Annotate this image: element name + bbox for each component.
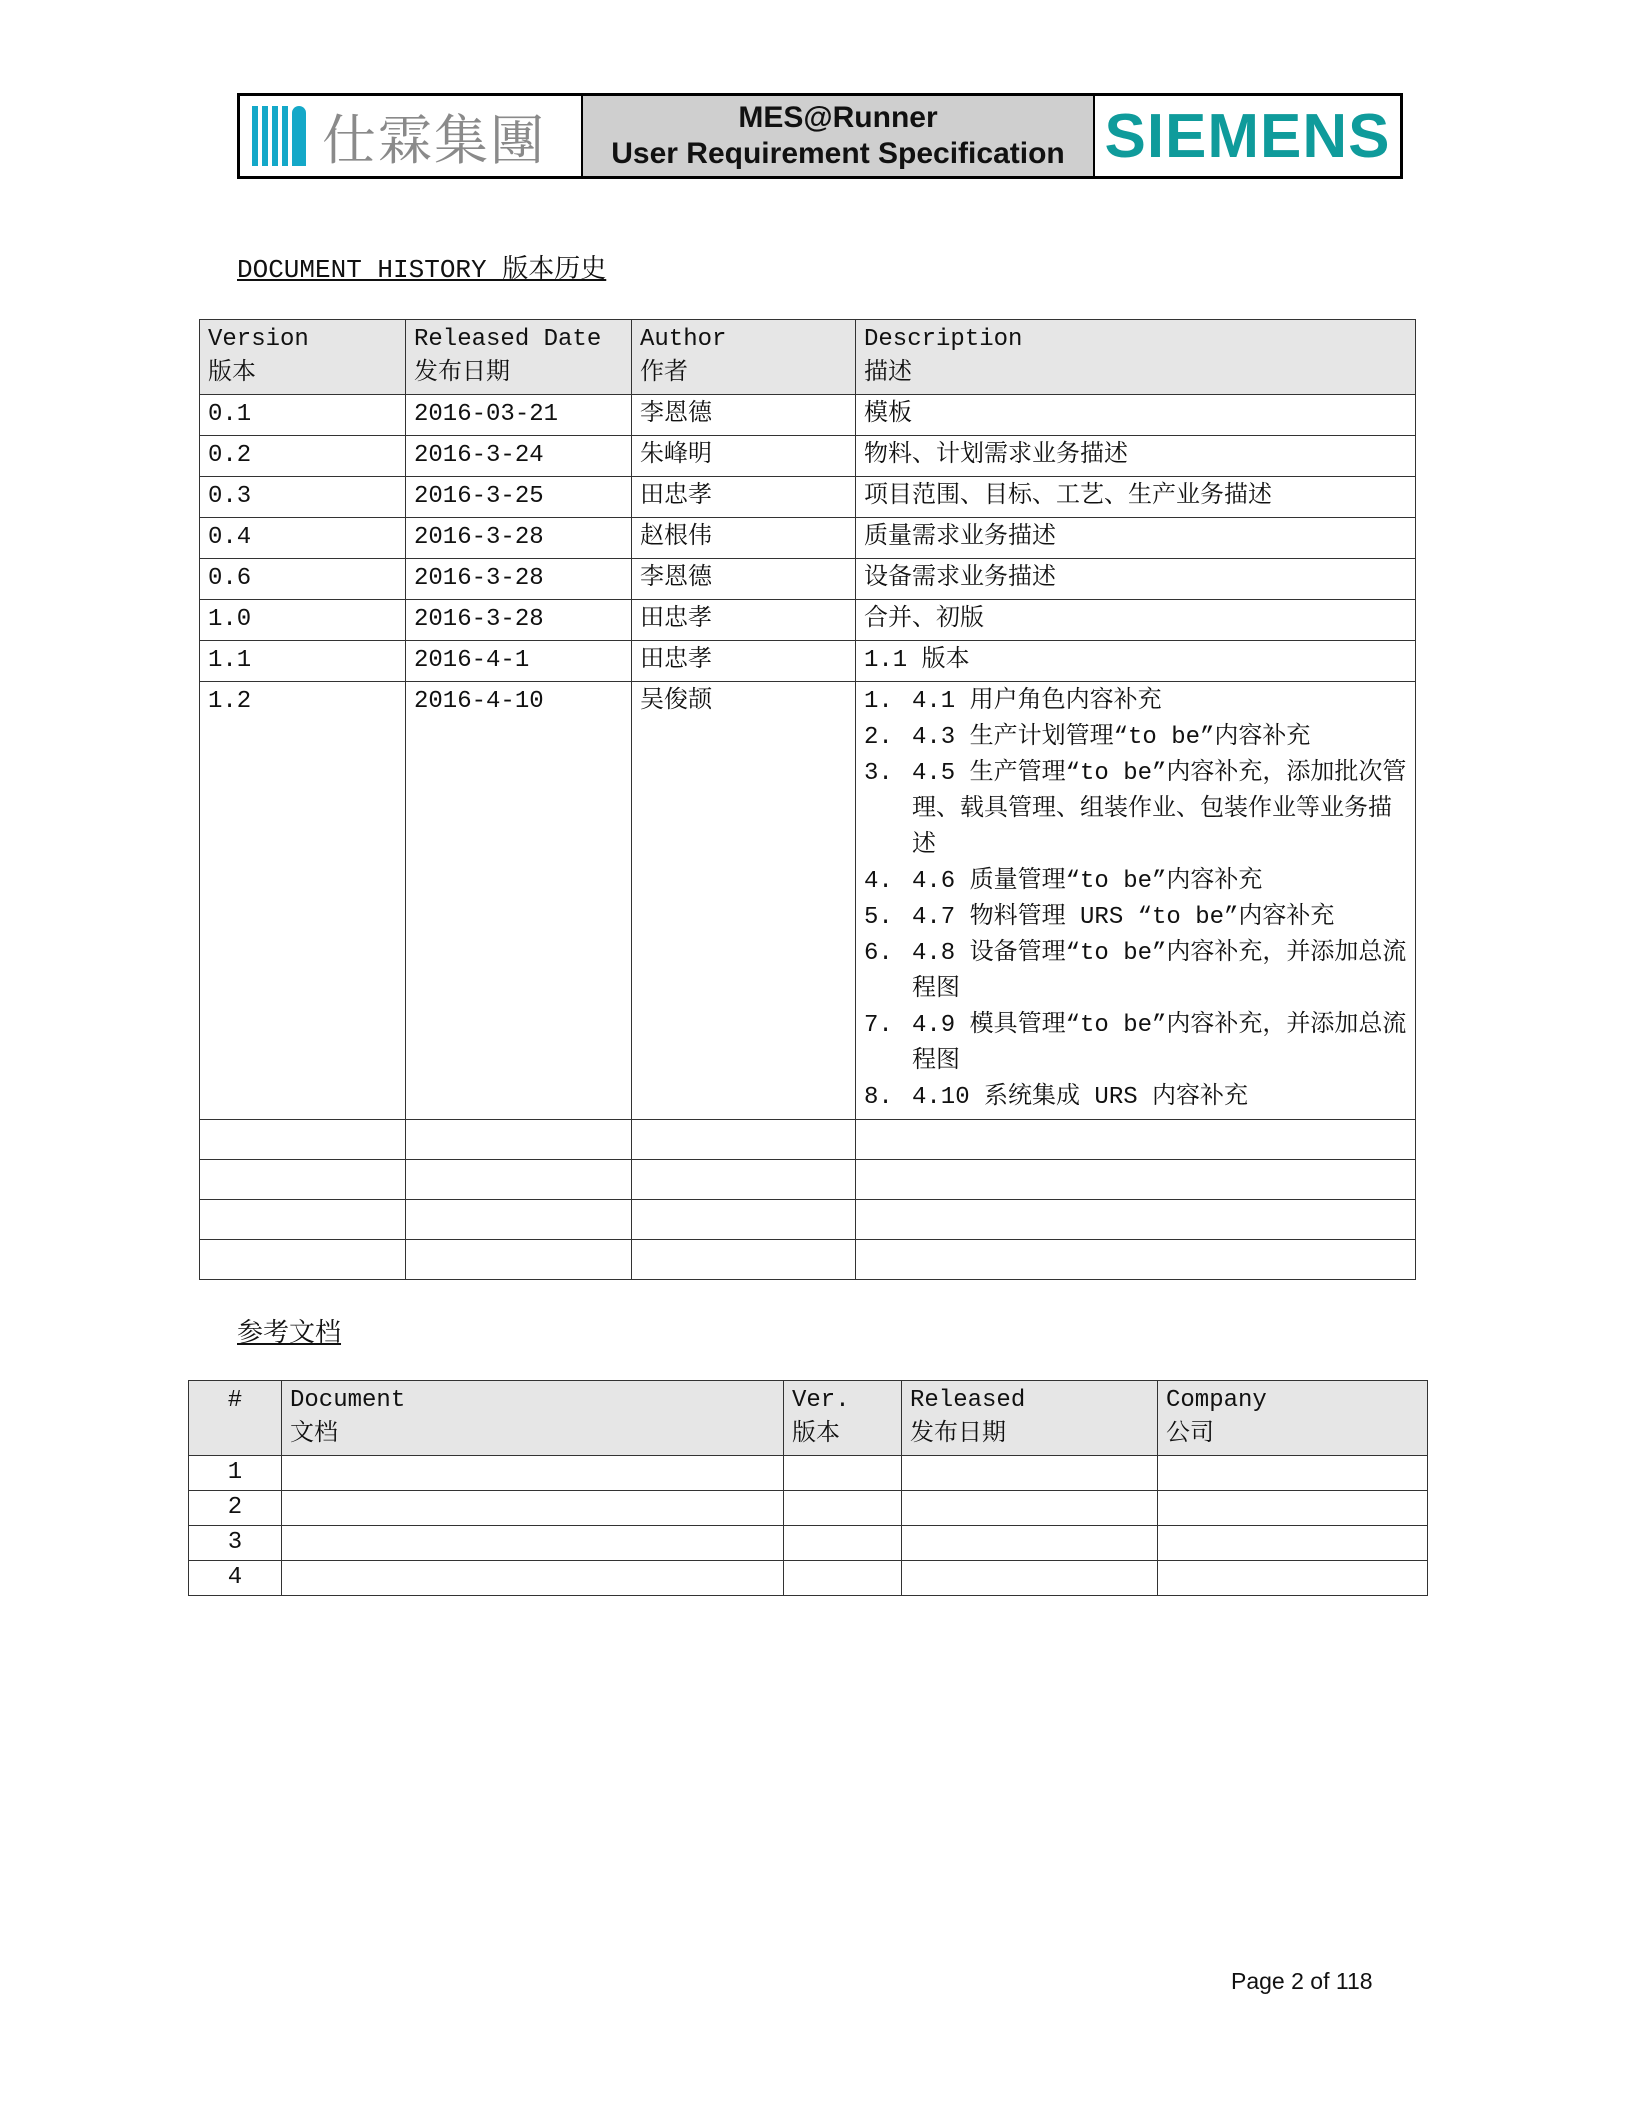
column-label-cn: 发布日期 [910, 1421, 1006, 1448]
empty-cell [632, 1120, 856, 1160]
cell-date: 2016-3-28 [406, 559, 632, 600]
empty-cell [200, 1240, 406, 1280]
cell-desc [856, 682, 1416, 1120]
cell-author: 朱峰明 [632, 436, 856, 477]
history-column-header [856, 320, 1416, 395]
empty-cell [856, 1120, 1416, 1160]
cell-date: 2016-4-10 [406, 682, 632, 1120]
column-label-cn: 版本 [792, 1421, 840, 1448]
item-number: 4. [864, 868, 893, 895]
cell-author: 李恩德 [632, 559, 856, 600]
list-item [864, 900, 1407, 936]
column-label-en: Released Date [414, 326, 602, 353]
empty-cell [282, 1456, 784, 1491]
table-row [189, 1456, 1428, 1491]
cell-version: 1.2 [200, 682, 406, 1120]
cell-desc: 设备需求业务描述 [856, 559, 1416, 600]
table-row [200, 641, 1416, 682]
references-heading: 参考文档 [237, 1319, 342, 1349]
empty-cell [282, 1491, 784, 1526]
item-number: 2. [864, 724, 893, 751]
table-row [200, 395, 1416, 436]
item-text: 4.10 系统集成 URS 内容补充 [912, 1084, 1249, 1111]
cell-desc: 物料、计划需求业务描述 [856, 436, 1416, 477]
table-row [200, 518, 1416, 559]
column-label-en: # [227, 1387, 243, 1414]
empty-cell [784, 1491, 902, 1526]
empty-cell [282, 1526, 784, 1561]
description-list [864, 684, 1407, 1116]
history-column-header [632, 320, 856, 395]
history-column-header [200, 320, 406, 395]
history-column-header [406, 320, 632, 395]
cell-date: 2016-4-1 [406, 641, 632, 682]
cell-version: 0.1 [200, 395, 406, 436]
empty-cell [406, 1160, 632, 1200]
cell-author: 赵根伟 [632, 518, 856, 559]
column-label-en: Company [1166, 1387, 1267, 1414]
row-number: 4 [189, 1561, 282, 1596]
column-label-cn: 公司 [1166, 1421, 1214, 1448]
history-heading: DOCUMENT HISTORY 版本历史 [237, 255, 607, 285]
empty-cell [784, 1526, 902, 1561]
references-column-header [902, 1381, 1158, 1456]
cell-author: 田忠孝 [632, 641, 856, 682]
item-text: 4.6 质量管理“to be”内容补充 [912, 868, 1263, 895]
item-number: 6. [864, 940, 893, 967]
history-header-row [200, 320, 1416, 395]
document-title [583, 96, 1095, 176]
item-number: 8. [864, 1084, 893, 1111]
empty-cell [902, 1491, 1158, 1526]
column-label-en: Version [208, 326, 309, 353]
cell-version: 0.4 [200, 518, 406, 559]
empty-row [200, 1200, 1416, 1240]
table-row [189, 1561, 1428, 1596]
references-column-header [282, 1381, 784, 1456]
empty-cell [282, 1561, 784, 1596]
list-item [864, 1080, 1407, 1116]
title-line-1: MES@Runner [738, 101, 938, 134]
column-label-cn: 描述 [864, 360, 912, 387]
table-row [200, 559, 1416, 600]
cell-desc: 项目范围、目标、工艺、生产业务描述 [856, 477, 1416, 518]
empty-cell [632, 1160, 856, 1200]
item-text: 4.8 设备管理“to be”内容补充，并添加总流程图 [912, 940, 1407, 1003]
cell-date: 2016-3-25 [406, 477, 632, 518]
empty-cell [784, 1456, 902, 1491]
item-text: 4.1 用户角色内容补充 [912, 688, 1162, 715]
title-line-2: User Requirement Specification [611, 137, 1065, 170]
cell-version: 0.3 [200, 477, 406, 518]
empty-cell [406, 1240, 632, 1280]
table-row [200, 600, 1416, 641]
column-label-cn: 版本 [208, 360, 256, 387]
item-number: 7. [864, 1012, 893, 1039]
logo-text: 仕霖集團 [322, 108, 546, 172]
list-item [864, 864, 1407, 900]
list-item [864, 720, 1407, 756]
table-row [189, 1491, 1428, 1526]
column-label-cn: 作者 [640, 360, 688, 387]
cell-author: 田忠孝 [632, 477, 856, 518]
cell-version: 0.6 [200, 559, 406, 600]
row-number: 3 [189, 1526, 282, 1561]
cell-date: 2016-3-28 [406, 518, 632, 559]
cell-desc: 合并、初版 [856, 600, 1416, 641]
table-row [189, 1526, 1428, 1561]
empty-cell [1158, 1526, 1428, 1561]
column-label-en: Document [290, 1387, 406, 1414]
cell-author: 吴俊颉 [632, 682, 856, 1120]
column-label-en: Description [864, 326, 1023, 353]
siemens-logo: SIEMENS [1104, 101, 1391, 171]
cell-date: 2016-03-21 [406, 395, 632, 436]
empty-row [200, 1160, 1416, 1200]
empty-cell [632, 1200, 856, 1240]
cell-date: 2016-3-28 [406, 600, 632, 641]
references-column-header [189, 1381, 282, 1456]
column-label-en: Released [910, 1387, 1026, 1414]
empty-cell [406, 1120, 632, 1160]
empty-cell [856, 1240, 1416, 1280]
cell-author: 李恩德 [632, 395, 856, 436]
item-number: 5. [864, 904, 893, 931]
document-header [237, 93, 1403, 179]
cell-date: 2016-3-24 [406, 436, 632, 477]
history-table [199, 319, 1416, 1280]
empty-cell [902, 1456, 1158, 1491]
item-number: 1. [864, 688, 893, 715]
column-label-en: Ver. [792, 1387, 850, 1414]
references-table [188, 1380, 1428, 1596]
table-row [200, 682, 1416, 1120]
column-label-cn: 文档 [290, 1421, 338, 1448]
item-text: 4.5 生产管理“to be”内容补充，添加批次管理、载具管理、组装作业、包装作业等业务描述 [912, 760, 1407, 859]
item-text: 4.7 物料管理 URS “to be”内容补充 [912, 904, 1335, 931]
cell-version: 1.0 [200, 600, 406, 641]
cell-desc: 1.1 版本 [856, 641, 1416, 682]
cell-desc: 质量需求业务描述 [856, 518, 1416, 559]
table-row [200, 477, 1416, 518]
item-text: 4.3 生产计划管理“to be”内容补充 [912, 724, 1311, 751]
table-row [200, 436, 1416, 477]
empty-cell [784, 1561, 902, 1596]
references-column-header [1158, 1381, 1428, 1456]
empty-cell [200, 1120, 406, 1160]
logo-mark-icon [252, 106, 310, 166]
cell-desc: 模板 [856, 395, 1416, 436]
row-number: 2 [189, 1491, 282, 1526]
empty-cell [200, 1200, 406, 1240]
item-text: 4.9 模具管理“to be”内容补充，并添加总流程图 [912, 1012, 1407, 1075]
empty-cell [1158, 1491, 1428, 1526]
empty-cell [856, 1160, 1416, 1200]
empty-cell [406, 1200, 632, 1240]
cell-version: 1.1 [200, 641, 406, 682]
item-number: 3. [864, 760, 893, 787]
empty-cell [632, 1240, 856, 1280]
page-number: Page 2 of 118 [1231, 1968, 1373, 1994]
empty-cell [1158, 1456, 1428, 1491]
row-number: 1 [189, 1456, 282, 1491]
list-item [864, 684, 1407, 720]
empty-cell [1158, 1561, 1428, 1596]
empty-row [200, 1240, 1416, 1280]
cell-author: 田忠孝 [632, 600, 856, 641]
references-column-header [784, 1381, 902, 1456]
empty-cell [902, 1561, 1158, 1596]
column-label-cn: 发布日期 [414, 360, 510, 387]
column-label-en: Author [640, 326, 727, 353]
empty-cell [200, 1160, 406, 1200]
list-item [864, 936, 1407, 1008]
list-item [864, 756, 1407, 864]
empty-cell [902, 1526, 1158, 1561]
cell-version: 0.2 [200, 436, 406, 477]
empty-row [200, 1120, 1416, 1160]
company-logo [240, 96, 583, 176]
empty-cell [856, 1200, 1416, 1240]
references-header-row [189, 1381, 1428, 1456]
list-item [864, 1008, 1407, 1080]
